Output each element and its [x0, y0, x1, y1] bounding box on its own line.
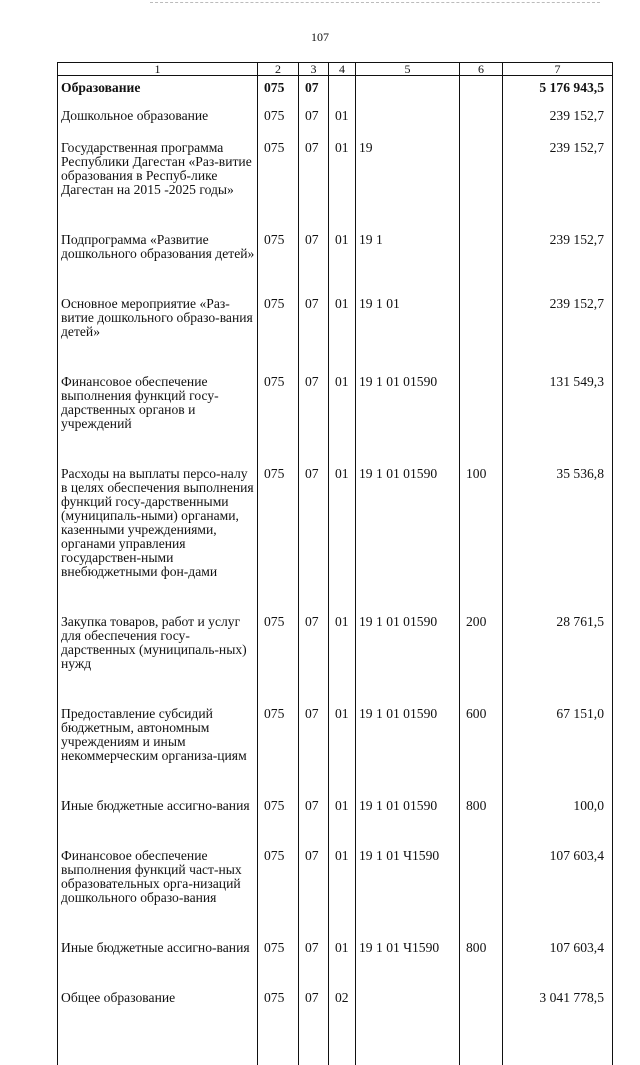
row-code-4: 01	[329, 693, 356, 785]
row-code-6: 100	[460, 453, 503, 601]
row-code-2: 075	[258, 835, 299, 927]
table-row	[58, 453, 613, 601]
row-name: Расходы на выплаты персо-налу в целях обеспечения выполнения функций госу-дарственными (муниципаль-ными) органами, казенными учреждениями, органами управления государствен-ными внебюджетными фон-дами	[58, 453, 258, 601]
row-name: Предоставление субсидий бюджетным, автономным учреждениям и иным некоммерческим организа-циям	[58, 693, 258, 785]
table-row	[58, 361, 613, 453]
row-name: Финансовое обеспечение выполнения функций част-ных образовательных орга-низаций дошкольного образо-вания	[58, 835, 258, 927]
row-code-4: 01	[329, 283, 356, 361]
row-code-3: 07	[299, 361, 329, 453]
page-number: 107	[311, 30, 329, 44]
empty-cell	[329, 1035, 356, 1065]
row-code-3: 07	[299, 785, 329, 835]
row-code-2: 075	[258, 977, 299, 1035]
row-code-3: 07	[299, 453, 329, 601]
row-code-5	[356, 95, 460, 127]
row-amount: 239 152,7	[503, 127, 613, 219]
col-header: 6	[460, 63, 503, 76]
empty-cell	[503, 1035, 613, 1065]
row-amount: 131 549,3	[503, 361, 613, 453]
row-code-2: 075	[258, 693, 299, 785]
row-code-5: 19 1 01 01590	[356, 693, 460, 785]
row-code-2: 075	[258, 283, 299, 361]
row-name: Иные бюджетные ассигно-вания	[58, 927, 258, 977]
table-row	[58, 76, 613, 96]
row-name: Иные бюджетные ассигно-вания	[58, 785, 258, 835]
row-code-2: 075	[258, 927, 299, 977]
row-code-4: 01	[329, 927, 356, 977]
row-code-3: 07	[299, 927, 329, 977]
col-header: 5	[356, 63, 460, 76]
row-amount: 107 603,4	[503, 835, 613, 927]
row-code-4: 01	[329, 835, 356, 927]
row-name: Подпрограмма «Развитие дошкольного образования детей»	[58, 219, 258, 283]
table-row	[58, 835, 613, 927]
row-code-5: 19 1 01	[356, 283, 460, 361]
table-row	[58, 927, 613, 977]
row-amount: 5 176 943,5	[503, 76, 613, 96]
row-code-4	[329, 76, 356, 96]
row-name: Образование	[58, 76, 258, 96]
row-name: Общее образование	[58, 977, 258, 1035]
table-row	[58, 127, 613, 219]
row-code-5: 19 1 01 01590	[356, 361, 460, 453]
row-code-6	[460, 127, 503, 219]
row-code-5: 19 1 01 01590	[356, 601, 460, 693]
row-code-5: 19	[356, 127, 460, 219]
row-code-2: 075	[258, 785, 299, 835]
empty-cell	[299, 1035, 329, 1065]
table-row	[58, 95, 613, 127]
empty-cell	[356, 1035, 460, 1065]
row-amount: 100,0	[503, 785, 613, 835]
row-amount: 239 152,7	[503, 283, 613, 361]
table-row	[58, 283, 613, 361]
row-code-3: 07	[299, 601, 329, 693]
row-code-2: 075	[258, 601, 299, 693]
row-name: Дошкольное образование	[58, 95, 258, 127]
row-code-2: 075	[258, 95, 299, 127]
row-amount: 35 536,8	[503, 453, 613, 601]
row-name: Закупка товаров, работ и услуг для обеспечения госу-дарственных (муниципаль-ных) нужд	[58, 601, 258, 693]
row-code-2: 075	[258, 76, 299, 96]
row-code-3: 07	[299, 283, 329, 361]
row-code-4: 02	[329, 977, 356, 1035]
row-name: Государственная программа Республики Дагестан «Раз-витие образования в Респуб-лике Дагестан на 2015 -2025 годы»	[58, 127, 258, 219]
row-code-5	[356, 977, 460, 1035]
row-code-4: 01	[329, 219, 356, 283]
row-code-6: 800	[460, 927, 503, 977]
empty-cell	[58, 1035, 258, 1065]
row-code-3: 07	[299, 693, 329, 785]
header-row	[58, 63, 613, 76]
row-amount: 239 152,7	[503, 219, 613, 283]
row-name: Финансовое обеспечение выполнения функций госу-дарственных органов и учреждений	[58, 361, 258, 453]
row-code-4: 01	[329, 127, 356, 219]
row-amount: 67 151,0	[503, 693, 613, 785]
row-code-6	[460, 95, 503, 127]
row-code-5: 19 1 01 Ч1590	[356, 835, 460, 927]
budget-table	[57, 62, 613, 1065]
row-code-4: 01	[329, 785, 356, 835]
row-code-4: 01	[329, 453, 356, 601]
row-code-6	[460, 219, 503, 283]
row-code-3: 07	[299, 76, 329, 96]
row-code-6	[460, 361, 503, 453]
row-code-3: 07	[299, 95, 329, 127]
table-row	[58, 785, 613, 835]
table-continuation	[58, 1035, 613, 1065]
row-code-6: 200	[460, 601, 503, 693]
row-code-6: 600	[460, 693, 503, 785]
table-row	[58, 601, 613, 693]
col-header: 4	[329, 63, 356, 76]
row-code-3: 07	[299, 977, 329, 1035]
row-code-5	[356, 76, 460, 96]
row-amount: 3 041 778,5	[503, 977, 613, 1035]
row-code-6	[460, 977, 503, 1035]
col-header: 7	[503, 63, 613, 76]
row-code-5: 19 1 01 Ч1590	[356, 927, 460, 977]
row-code-2: 075	[258, 361, 299, 453]
col-header: 3	[299, 63, 329, 76]
row-code-5: 19 1 01 01590	[356, 785, 460, 835]
row-amount: 107 603,4	[503, 927, 613, 977]
row-code-6	[460, 76, 503, 96]
table-row	[58, 693, 613, 785]
row-amount: 28 761,5	[503, 601, 613, 693]
row-code-4: 01	[329, 601, 356, 693]
row-code-2: 075	[258, 219, 299, 283]
col-header: 2	[258, 63, 299, 76]
row-code-5: 19 1	[356, 219, 460, 283]
row-code-6: 800	[460, 785, 503, 835]
scan-top-edge	[150, 2, 600, 3]
row-code-4: 01	[329, 361, 356, 453]
row-code-6	[460, 283, 503, 361]
row-code-6	[460, 835, 503, 927]
row-code-3: 07	[299, 835, 329, 927]
table-row	[58, 219, 613, 283]
empty-cell	[258, 1035, 299, 1065]
row-code-2: 075	[258, 453, 299, 601]
row-code-3: 07	[299, 219, 329, 283]
table-row	[58, 977, 613, 1035]
row-code-3: 07	[299, 127, 329, 219]
row-amount: 239 152,7	[503, 95, 613, 127]
row-code-2: 075	[258, 127, 299, 219]
row-name: Основное мероприятие «Раз-витие дошкольного образо-вания детей»	[58, 283, 258, 361]
row-code-4: 01	[329, 95, 356, 127]
col-header: 1	[58, 63, 258, 76]
empty-cell	[460, 1035, 503, 1065]
row-code-5: 19 1 01 01590	[356, 453, 460, 601]
